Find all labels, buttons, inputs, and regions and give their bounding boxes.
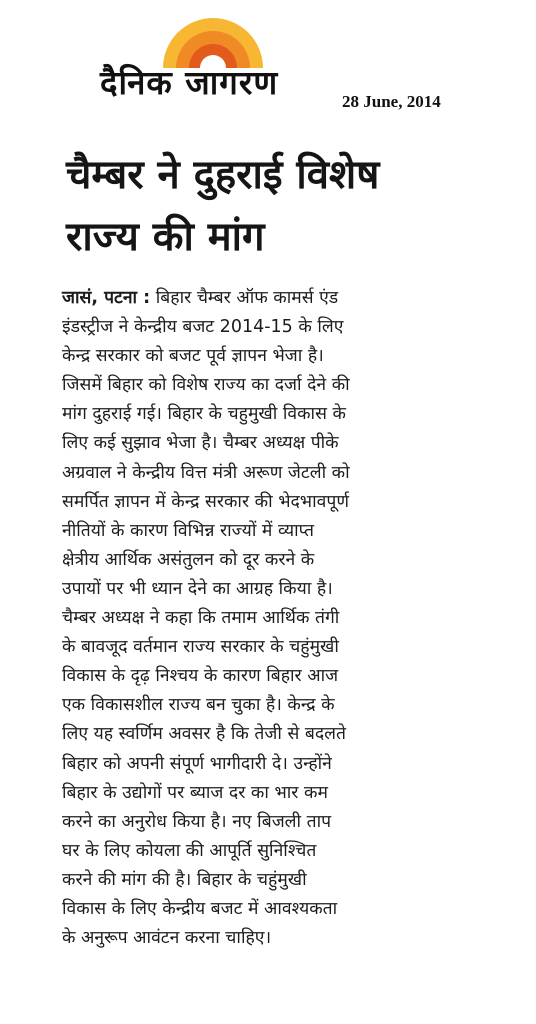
- dateline: जासं, पटना :: [62, 288, 151, 308]
- article-headline: [66, 144, 506, 268]
- body-first-line: [62, 284, 532, 313]
- body-line: उपायों पर भी ध्यान देने का आग्रह किया है।: [62, 578, 333, 599]
- rising-sun-icon: [158, 6, 268, 70]
- body-line: एक विकासशील राज्य बन चुका है। केन्द्र के: [62, 695, 335, 716]
- body-line: अग्रवाल ने केन्द्रीय वित्त मंत्री अरूण जेटली को: [62, 462, 350, 483]
- body-line: क्षेत्रीय आर्थिक असंतुलन को दूर करने के: [62, 549, 315, 570]
- body-line: बिहार के उद्योगों पर ब्याज दर का भार कम: [62, 782, 328, 803]
- article-body: [62, 284, 532, 953]
- body-line-text: बिहार चैम्बर ऑफ कामर्स एंड: [150, 288, 339, 308]
- body-line: विकास के दृढ़ निश्चय के कारण बिहार आज: [62, 666, 339, 687]
- body-line: करने का अनुरोध किया है। नए बिजली ताप: [62, 811, 332, 832]
- headline-line: राज्य की मांग: [66, 214, 265, 260]
- body-line: इंडस्ट्रीज ने केन्द्रीय बजट 2014-15 के लिए: [62, 317, 344, 338]
- body-line: समर्पित ज्ञापन में केन्द्र सरकार की भेदभावपूर्ण: [62, 491, 349, 512]
- newspaper-name: दैनिक जागरण: [100, 63, 279, 102]
- body-line: नीतियों के कारण विभिन्न राज्यों में व्याप्त: [62, 520, 314, 541]
- body-line: करने की मांग की है। बिहार के चहुंमुखी: [62, 869, 307, 890]
- body-line: घर के लिए कोयला की आपूर्ति सुनिश्चित: [62, 840, 317, 861]
- body-line: मांग दुहराई गई। बिहार के चहुमुखी विकास के: [62, 404, 346, 425]
- body-line: लिए कई सुझाव भेजा है। चैम्बर अध्यक्ष पीके: [62, 433, 339, 454]
- body-line: विकास के लिए केन्द्रीय बजट में आवश्यकता: [62, 898, 338, 919]
- body-line: चैम्बर अध्यक्ष ने कहा कि तमाम आर्थिक तंगी: [62, 608, 340, 629]
- body-line: के अनुरूप आवंटन करना चाहिए।: [62, 928, 272, 949]
- edition-date: 28 June, 2014: [342, 92, 441, 111]
- body-line: केन्द्र सरकार को बजट पूर्व ज्ञापन भेजा है।: [62, 346, 324, 367]
- headline-line: चैम्बर ने दुहराई विशेष: [66, 152, 380, 198]
- body-line: बिहार को अपनी संपूर्ण भागीदारी दे। उन्होंने: [62, 753, 332, 774]
- masthead: [0, 0, 536, 130]
- body-line: जिसमें बिहार को विशेष राज्य का दर्जा देने की: [62, 375, 350, 396]
- body-line: के बावजूद वर्तमान राज्य सरकार के चहुंमुखी: [62, 637, 339, 658]
- body-line: लिए यह स्वर्णिम अवसर है कि तेजी से बदलते: [62, 724, 347, 745]
